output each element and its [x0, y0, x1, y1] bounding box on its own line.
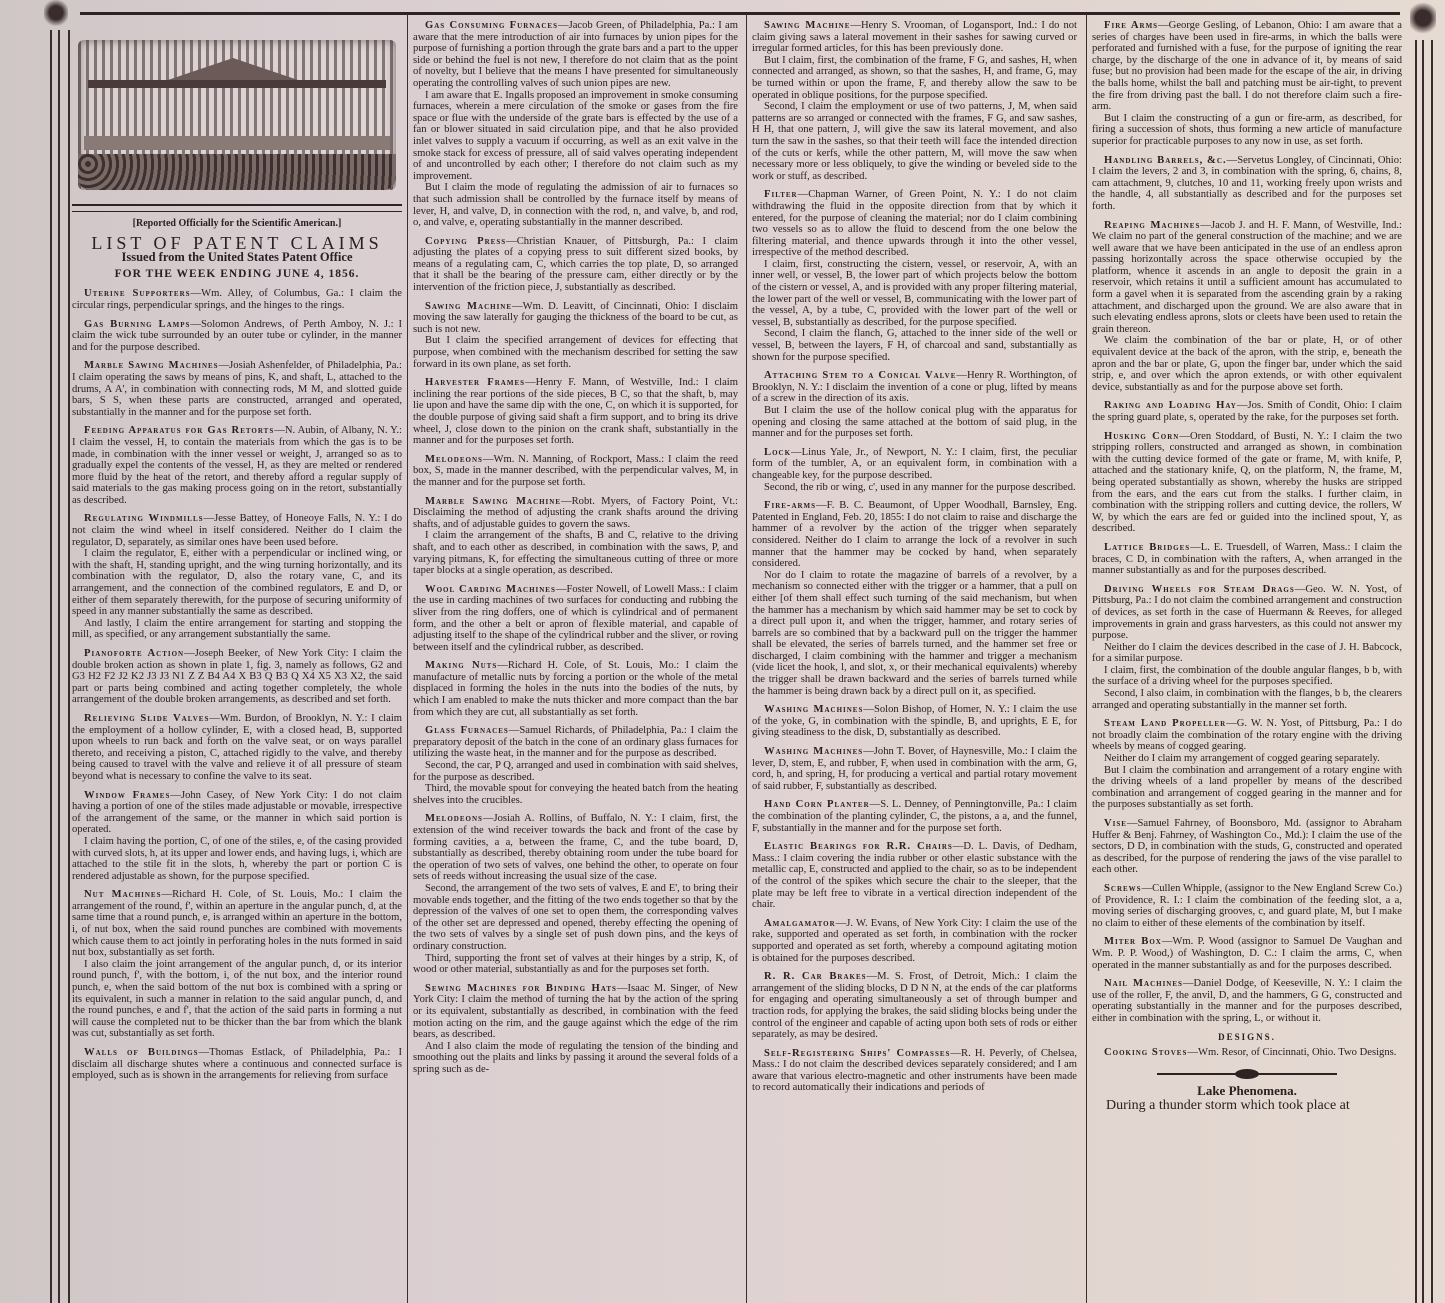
- claim-body: —J. W. Evans, of New York City: I claim the use of the rake, supported and operated as set forth, in combination with the rocker supported and operated as set forth, whereby a compound agitating motion is obtained for the purposes described.: [752, 917, 1077, 964]
- claim-body: —F. B. C. Beaumont, of Upper Woodhall, Barnsley, Eng. Patented in England, Feb. 20, 1855: I do not claim to raise and discharge the hammer of a revolver by the action of the trigger when separately considered. Neither do I claim to arrange the lock of a revolver in such manner that the hammer may be cocked by hand, when separately considered.: [752, 500, 1077, 570]
- corner-ornament-icon: [44, 0, 68, 32]
- claim-heading: Pianoforte Action: [84, 648, 185, 659]
- week-ending: FOR THE WEEK ENDING JUNE 4, 1856.: [114, 267, 360, 280]
- claim-entry: [1092, 542, 1402, 577]
- designs-heading: DESIGNS.: [1218, 1031, 1276, 1042]
- claim-body: —Wm. N. Manning, of Rockport, Mass.: I claim the reed box, S, made in the manner described, with the perpendicular valves, M, in the manner and for the purpose set forth.: [413, 453, 738, 488]
- top-rule: [80, 12, 1400, 15]
- claim-entry: [752, 841, 1077, 911]
- claim-heading: Uterine Supporters: [84, 288, 191, 300]
- claim-body: —Josiah A. Rollins, of Buffalo, N. Y.: I claim, first, the extension of the wind receiver towards the back and front of the case by forming cavities, a a, between the frame, C, and the tube board, D, substantially as described, thereby obtaining room under the tube board for the operation of two sets of valves, one behind the other, to operate on four sets of reeds without increasing the usual size of the case.: [413, 813, 738, 883]
- claim-body: —Linus Yale, Jr., of Newport, N. Y.: I claim, first, the peculiar form of the tumbler, A, or an equivalent form, in combination with a changeable key, for the purpose described.: [752, 446, 1077, 481]
- claim-paragraph: But I claim the mode of regulating the admission of air to furnaces so that such admission shall be controlled by the furnace itself by means of lever, H, and valve, D, in connection with the rod, n, and valve, b, and rod, o, and valve, e, operating substantially in the manner described.: [413, 182, 738, 229]
- claim-heading: Melodeons: [425, 453, 483, 465]
- claim-body: —George Gesling, of Lebanon, Ohio: I am aware that a series of charges have been used in fire-arms, in which the balls were perforated and furnished with a fuse, for the purpose of igniting the rear charge, by the discharge of the one in advance of it, by means of said fuse; but no provision had been made for the escape of the air, in driving the balls home, whilst the ball and patching must be air-tight, to prevent the fire from driving past the ball. I do not therefore claim such a fire-arm.: [1092, 20, 1402, 113]
- claim-heading: Driving Wheels for Steam Drags: [1104, 583, 1295, 595]
- claim-entry: [413, 983, 738, 1076]
- claim-paragraph: Second, I also claim, in combination with the flanges, b b, the clearers arranged and operating substantially in the manner set forth.: [1092, 688, 1402, 711]
- claim-heading: Lock: [764, 446, 792, 458]
- claim-entry: [1092, 155, 1402, 213]
- claim-entry: [752, 799, 1077, 834]
- claim-body: —John Casey, of New York City: I do not claim having a portion of one of the stiles made adjustable or movable, irrespective of the arrangement of the same, or the manner in which said portion is operated.: [72, 789, 402, 836]
- claim-entry: [413, 301, 738, 371]
- claim-paragraph: I claim, first, the combination of the double angular flanges, b b, with the surface of a driving wheel for the purposes specified.: [1092, 664, 1402, 688]
- claim-heading: Husking Corn: [1104, 430, 1180, 442]
- claim-body: —Henry F. Mann, of Westville, Ind.: I claim inclining the rear portions of the side pieces, B C, so that the shaft, b, may lie upon and have the same dip with the one, C, on which it is supported, for the double purpose of giving said shaft a firm support, and to bring its drive wheel, J, close down to the pinion on the crank shaft, substantially in the manner and for the purposes set forth.: [413, 377, 738, 447]
- claim-heading: Self-Registering Ships' Compasses: [764, 1047, 951, 1059]
- claim-body: —Isaac M. Singer, of New York City: I claim the method of turning the hat by the action of the spring or its equivalent, substantially as described, in combination with the feed motion acting on the rim, and the gauge against which the edge of the rim bears, as described.: [413, 982, 738, 1041]
- claim-entry: [1092, 883, 1402, 929]
- claim-body: —John T. Bover, of Haynesville, Mo.: I claim the lever, D, stem, E, and rubber, F, when used in combination with the arm, G, cord, h, and spring, H, for producing a vertical and partial rotary movement of said rubber, F, substantially as described.: [752, 746, 1077, 792]
- claims-list: [752, 20, 1077, 1094]
- claim-heading: Washing Machines: [764, 704, 864, 716]
- double-rule: [72, 204, 402, 212]
- claim-heading: Wool Carding Machines: [425, 583, 556, 595]
- claim-heading: Reaping Machines: [1104, 219, 1201, 231]
- claim-entry: [72, 513, 402, 641]
- claim-body: —Wm. D. Leavitt, of Cincinnati, Ohio: I disclaim moving the saw laterally for gauging the thickness of the board to be cut, as such is not new.: [413, 300, 738, 335]
- claim-paragraph: Second, the rib or wing, c', used in any manner for the purpose described.: [764, 481, 1076, 493]
- claim-heading: Gas Burning Lamps: [84, 318, 191, 330]
- claim-body: —Jesse Battey, of Honeoye Falls, N. Y.: I do not claim the wind wheel in itself considered. Neither do I claim the regulator, D, separately, as similar ones have been used before.: [72, 513, 402, 548]
- claim-entry: [1092, 818, 1402, 876]
- claim-heading: Raking and Loading Hay: [1104, 400, 1237, 412]
- claim-entry: [752, 1048, 1077, 1094]
- claim-heading: Nut Machines: [84, 889, 162, 901]
- claims-list: [413, 20, 738, 1075]
- claim-body: —Geo. W. N. Yost, of Pittsburg, Pa.: I do not claim the combined arrangement and construction of devices, as set forth in the case of Huermann & Reeves, for alleged improvements in grain and grass harvesters, as this could not answer my purpose.: [1092, 583, 1402, 642]
- claim-body: —L. E. Truesdell, of Warren, Mass.: I claim the braces, C D, in combination with the rafters, A, when arranged in the manner substantially as and for the purposes described.: [1092, 541, 1402, 577]
- claim-body: —Solon Bishop, of Homer, N. Y.: I claim the use of the yoke, G, in combination with the spindle, B, and uprights, E E, for giving steadiness to the disk, D, substantially as described.: [752, 704, 1077, 739]
- claim-paragraph: I also claim the joint arrangement of the angular punch, d, or its interior round punch, f', with the bottom, i, of the nut box, and the interior round punch, e, when the said bottom of the nut box is combined with a spring or its equivalent, in such a manner in relation to the said angular punch, d, and the round punches, e and f', that the action of the said parts in forming a nut will cause the completed nut to be thicker than the bar from which the blank was cut, substantially as set forth.: [72, 958, 402, 1040]
- column-4: [1092, 20, 1402, 1303]
- claim-entry: [72, 790, 402, 883]
- claim-body: —R. H. Peverly, of Chelsea, Mass.: I do not claim the described devices separately considered; and I am aware that various electro-magnetic and other instruments have been made to record automatically their indications and periods of: [752, 1047, 1077, 1094]
- claim-entry: [413, 377, 738, 447]
- claim-heading: Harvester Frames: [425, 377, 526, 389]
- claim-body: —Chapman Warner, of Green Point, N. Y.: I do not claim withdrawing the fluid in the opposite direction from that by which it entered, for the purpose of cleaning the material; nor do I claim combining two vessels so as to allow the fluid to descend from the one below the filtering material, and thence upwards through it into the other vessel, irrespective of the method described.: [752, 189, 1077, 259]
- claim-heading: Relieving Slide Valves: [84, 712, 210, 724]
- claim-entry: [1092, 400, 1402, 423]
- claim-entry: [72, 319, 402, 354]
- claim-entry: [752, 746, 1077, 792]
- claim-entry: [1092, 220, 1402, 394]
- claim-entry: [72, 425, 402, 506]
- claim-body: —Richard H. Cole, of St. Louis, Mo.: I claim the manufacture of metallic nuts by forcing a portion or the whole of the metal displaced in forming the holes in the nuts into the bodies of the nuts, by which I am enabled to make the nuts thicker and more compact than the bar from which they are cut, all substantially as set forth.: [413, 660, 738, 718]
- claim-heading: Miter Box: [1104, 936, 1162, 948]
- claim-heading: Regulating Windmills: [84, 513, 204, 525]
- claim-heading: Making Nuts: [425, 660, 498, 672]
- right-page-border: [1415, 40, 1433, 1303]
- claim-paragraph: Second, the car, P Q, arranged and used in combination with said shelves, for the purpose as described.: [413, 760, 738, 783]
- claim-heading: Handling Barrels, &c.: [1104, 154, 1227, 166]
- column-1: [72, 30, 402, 1303]
- claim-paragraph: But I claim the use of the hollow conical plug with the apparatus for opening and closing the same attached at the bottom of said plug, in the manner and for the purposes set forth.: [752, 405, 1077, 440]
- design-entry: [1092, 1047, 1402, 1059]
- claim-heading: Filter: [764, 189, 798, 201]
- claim-entry: [413, 496, 738, 577]
- claim-heading: Window Frames: [84, 789, 171, 801]
- claim-entry: [72, 288, 402, 311]
- claim-heading: Nail Machines: [1104, 978, 1183, 990]
- claim-entry: [72, 648, 402, 706]
- claim-body: —N. Aubin, of Albany, N. Y.: I claim the vessel, H, to contain the materials from which the gas is to be made, in combination with the inner vessel or weight, J, arranged so as to gradually expel the contents of the vessel, H, as they are melted or rendered more fluid by the heat of the retort, and thereby afford a regular supply of said materials to the gas making process going on in the retort, substantially as described.: [72, 425, 402, 506]
- claim-entry: [752, 447, 1077, 493]
- claim-heading: Gas Consuming Furnaces: [425, 20, 558, 31]
- claim-entry: [752, 20, 1077, 182]
- claim-body: —Wm. Resor, of Cincinnati, Ohio. Two Designs.: [1187, 1047, 1397, 1059]
- claim-paragraph: Neither do I claim my arrangement of cogged gearing separately.: [1104, 753, 1380, 765]
- claim-heading: Fire Arms: [1104, 20, 1159, 31]
- claim-paragraph: Nor do I claim to rotate the magazine of barrels of a revolver, by a mechanism so connected either with the trigger or a hammer, that a pull on either [of them shall effect such turning of the said mechanism, but when the hammer has a mechanism by which said hammer may be set to cock by a direct pull upon it, and when the trigger, hammer, and rotary series of barrels are so combined that by a backward pull on the trigger the hammer shall be elevated, the series of barrels turned, and the hammer set free or discharged, I claim combining with the hammer and trigger a mechanism (vide licet the hook, l, and slot, x, or their mechanical equivalents) whereby the trigger shall be drawn backward and the series of barrels turned while the hammer is being drawn back by a direct pull on it, as specified.: [752, 569, 1077, 697]
- claim-entry: [1092, 718, 1402, 811]
- claim-paragraph: We claim the combination of the bar or plate, H, or of other equivalent device at the back of the apron, with the strip, e, beneath the apron and the bar or plate, G, upon the finger bar, under which the said strip, e, and over which the apron extends, or with other equivalent device, substantially as and for the purpose above set forth.: [1092, 335, 1402, 393]
- claim-heading: Marble Sawing Machine: [425, 495, 562, 507]
- claim-heading: R. R. Car Brakes: [764, 971, 867, 983]
- claim-paragraph: But I claim the specified arrangement of devices for effecting that purpose, when combined with the mechanism described for setting the saw forward in its own plane, as set forth.: [413, 335, 738, 370]
- corner-ornament-icon: [1410, 0, 1436, 40]
- column-divider: [1086, 14, 1087, 1303]
- subtitle: Issued from the United States Patent Office: [121, 250, 353, 265]
- claim-body: —Samuel Fahrney, of Boonsboro, Md. (assignor to Abraham Huffer & Benj. Fahrney, of Washington Co., Md.): I claim the use of the sectors, D D, in combination with the studs, G, constructed and operated as described, for the purpose of rendering the jaws of the vise parallel to each other.: [1092, 818, 1402, 876]
- article-text: During a thunder storm which took place at: [1106, 1098, 1350, 1114]
- claim-heading: Glass Furnaces: [425, 725, 509, 737]
- claim-heading: Lattice Bridges: [1104, 541, 1191, 553]
- reported-note: [Reported Officially for the Scientific American.]: [132, 218, 342, 229]
- claim-body: —Samuel Richards, of Philadelphia, Pa.: I claim the preparatory deposit of the batch in the cone of an ordinary glass furnaces for utilizing the waste heat, in the manner and for the purpose as described.: [413, 725, 738, 760]
- claim-body: —Henry R. Worthington, of Brooklyn, N. Y.: I disclaim the invention of a cone or plug, lifted by means of a screw in the direction of its axis.: [752, 370, 1077, 405]
- building-grounds: [78, 154, 396, 190]
- claim-body: —Oren Stoddard, of Busti, N. Y.: I claim the two stripping rollers, constructed and arranged as shown, in combination with the cutting device formed of the gate or frame, M, with knife, P, attached and the stationary knife, Q, on the platform, N, the frame, M, being operated substantially as shown, whereby the husks are stripped from the ears, and the ears cut from the stalks. I further claim, in combination with the stripping rollers and cutting device, the rollers, W W, by which the ears are fed or guided into the inclined spout, Y, as described.: [1092, 430, 1402, 535]
- claim-heading: Fire-arms: [764, 500, 817, 512]
- claim-heading: Sawing Machine: [425, 300, 513, 312]
- claim-entry: [752, 189, 1077, 363]
- claim-entry: [752, 918, 1077, 964]
- claim-heading: Steam Land Propeller: [1104, 718, 1227, 730]
- claim-body: —Joseph Beeker, of New York City: I claim the double broken action as shown in plate 1, fig. 3, namely as follows, G2 and G3 H2 F2 J2 K2 J3 J3 N1 Z Z B4 A4 X B3 Q B3 Q X4 X5 X3 X2, the said part or parts being combined and acting together completely, the whole arrangement of the double broken arrangements, as described and set forth.: [72, 648, 402, 706]
- claim-heading: Amalgamator: [764, 917, 836, 929]
- claim-heading: Vise: [1104, 818, 1127, 829]
- claim-heading: Elastic Bearings for R.R. Chairs: [764, 841, 953, 853]
- claim-body: —Thomas Estlack, of Philadelphia, Pa.: I disclaim all discharge shutes where a continuous and connected surface is employed, such as is shown in the arrangements for relieving from surface: [72, 1047, 402, 1082]
- building-pediment: [168, 58, 298, 80]
- claim-entry: [413, 813, 738, 975]
- claim-entry: [72, 713, 402, 783]
- claim-entry: [752, 370, 1077, 440]
- claim-entry: [72, 889, 402, 1040]
- claim-paragraph: And lastly, I claim the entire arrangement for starting and stopping the mill, as specified, or any arrangement substantially the same.: [72, 617, 402, 641]
- claim-paragraph: Third, the movable spout for conveying the heated batch from the heating shelves into the crucibles.: [413, 783, 738, 806]
- claim-heading: Attaching Stem to a Conical Valve: [764, 370, 957, 382]
- claim-body: —Henry S. Vrooman, of Logansport, Ind.: I do not claim giving saws a lateral movement in their sashes for sawing curved or irregular formed articles, for this has been previously done.: [752, 20, 1077, 55]
- building-base: [84, 136, 390, 150]
- building-roofline: [88, 80, 386, 88]
- claim-body: —D. L. Davis, of Dedham, Mass.: I claim covering the india rubber or other elastic substance with the metallic cap, E, constructed and applied to the chair, so as to be independent of the control of the spikes which secure the chair to the sleeper, that the plate may be left free to vibrate in a vertical direction independent of the chair.: [752, 841, 1077, 911]
- claim-paragraph: Third, supporting the front set of valves at their hinges by a strip, K, of wood or other material, substantially as and for the purposes set forth.: [413, 952, 738, 976]
- claim-paragraph: Second, I claim the employment or use of two patterns, J, M, when said patterns are so arranged or connected with the frames, F G, and saw sashes, H H, that one pattern, J, will give the saw its lateral movement, and also turn the saw in the sashes, so that their teeth will face the intended direction of the cuts or kerfs, while the other pattern, M, will move the saw when necessary more or less obliquely, to give the winding or beveled side to the work or stuff, as described.: [752, 101, 1077, 182]
- claim-paragraph: I claim, first, constructing the cistern, vessel, or reservoir, A, with an inner well, or vessel, B, the lower part of which projects below the bottom of the cistern or vessel, A, and is provided with any proper filtering material, the lower part of the well or vessel, B, communicating with the lower part of the vessel, A, by a tube, C, provided with the lower part of the well or vessel, B, substantially as described, for the purpose specified.: [752, 258, 1077, 328]
- claim-entry: [1092, 978, 1402, 1024]
- claim-body: —Cullen Whipple, (assignor to the New England Screw Co.) of Providence, R. I.: I claim the combination of the feeding slot, a a, moving series of discharging grooves, c, and guard plate, M, but I make no claim to either of these elements of the combination by itself.: [1092, 882, 1402, 929]
- claim-paragraph: I claim having the portion, C, of one of the stiles, e, of the casing provided with curved slots, h, at its upper and lower ends, and having lugs, i, which are attached to the stile fit in the slots, h, whereby the part or portion C is rendered adjustable as shown, for the purpose specified.: [72, 835, 402, 882]
- claim-paragraph: I am aware that E. Ingalls proposed an improvement in smoke consuming furnaces, wherein a mere circulation of the smoke or gases from the fire space or flue with the underside of the grate bars is effected by the use of a fan or blower situated in said circulation pipe, and that he also provided inlet valves to supply a vacuum if occurring, as well as an exit valve in the smoke stack for excess of pressure, all of said valves operating independent of and uncontrolled by each other; I therefore do not claim such as my improvement.: [413, 89, 738, 182]
- claims-list: [1092, 20, 1402, 1025]
- column-divider: [746, 14, 747, 1303]
- claim-entry: [1092, 936, 1402, 971]
- column-3: [752, 20, 1077, 1303]
- claim-entry: [1092, 584, 1402, 712]
- claim-paragraph: Second, the arrangement of the two sets of valves, E and E', to bring their movable ends together, and the fitting of the two ends together so that by the depression of the valves of one set to open them, the corresponding valves of the other set are depressed and opened, thereby effecting the opening of the two sets of valves by a single set of push down pins, and the keys of ordinary construction.: [413, 882, 738, 952]
- claim-body: —Robt. Myers, of Factory Point, Vt.: Disclaiming the method of adjusting the crank shafts around the driving shafts, and of adjustable guides to govern the saws.: [413, 495, 738, 530]
- claim-entry: [752, 971, 1077, 1041]
- claim-heading: Cooking Stoves: [1104, 1047, 1188, 1059]
- claim-heading: Melodeons: [425, 813, 483, 825]
- claim-entry: [752, 500, 1077, 697]
- claim-body: —Wm. Alley, of Columbus, Ga.: I claim the circular rings, perpendicular springs, and the hinges to the rings.: [72, 288, 402, 311]
- claim-entry: [1092, 20, 1402, 148]
- claim-heading: Sewing Machines for Binding Hats: [425, 982, 617, 994]
- claim-body: —Daniel Dodge, of Keeseville, N. Y.: I claim the use of the roller, F, the anvil, D, and the hammers, G G, constructed and operating substantially in the manner and for the purposes described, either in combination with the spring, L, or without it.: [1092, 978, 1402, 1024]
- claim-entry: [72, 360, 402, 418]
- claim-paragraph: Second, I claim the flanch, G, attached to the inner side of the well or vessel, B, between the layers, F H, of charcoal and sand, substantially as shown for the purpose specified.: [752, 328, 1077, 363]
- claim-paragraph: But I claim the combination and arrangement of a rotary engine with the driving wheels of a land propeller by means of the described combination and arrangement of cogged gearing in the manner and for the purposes substantially as set forth.: [1092, 764, 1402, 811]
- claim-paragraph: Neither do I claim the devices described in the case of J. H. Babcock, for a similar purpose.: [1092, 641, 1402, 665]
- flourish-divider: [1157, 1073, 1337, 1075]
- claim-heading: Sawing Machine: [764, 20, 851, 31]
- claim-heading: Washing Machines: [764, 746, 864, 758]
- claim-entry: [413, 725, 738, 806]
- claim-paragraph: I claim the arrangement of the shafts, B and C, relative to the driving shaft, and to each other as described, in combination with the saws, P, and varying pitmans, K, for effecting the simultaneous cutting of three or more taper blocks at a single operation, as described.: [413, 530, 738, 577]
- claim-body: —Christian Knauer, of Pittsburgh, Pa.: I claim adjusting the plates of a copying press to suit different sized books, by means of a regulating cam, C, which carries the top plate, D, so arranged that it shall be the bearing of the pressure cam, either directly or by the intervention of the friction piece, J, substantially as described.: [413, 235, 738, 294]
- claim-heading: Marble Sawing Machines: [84, 360, 219, 372]
- claim-paragraph: But I claim the constructing of a gun or fire-arm, as described, for firing a succession of shots, thus forming a new article of manufacture superior for practicable purposes to any now in use, as set forth.: [1092, 112, 1402, 147]
- claim-entry: [1092, 431, 1402, 535]
- claim-body: —G. W. N. Yost, of Pittsburg, Pa.: I do not broadly claim the combination of the rotary engine with the driving wheels by means of cogged gearing.: [1092, 718, 1402, 753]
- claim-entry: [413, 236, 738, 294]
- left-page-border: [50, 30, 70, 1303]
- claim-body: —Wm. P. Wood (assignor to Samuel De Vaughan and Wm. P. P. Wood,) of Washington, D. C.: I claim the arms, C, when operated in the manner substantially as and for the purposes described.: [1092, 936, 1402, 971]
- claim-paragraph: I claim the regulator, E, either with a perpendicular or inclined wing, or with the shaft, H, standing upright, and the wing turning horizontally, and its combination with the regulator, D, also the rotary vane, C, and its arrangement, and the connection of the combined regulators, E and D, or either of them separately therewith, for the purpose of securing uniformity of speed in any manner substantially the same as described.: [72, 548, 402, 618]
- claim-entry: [413, 584, 738, 654]
- claim-heading: Copying Press: [425, 235, 507, 247]
- claim-entry: [413, 660, 738, 718]
- claim-entry: [413, 20, 738, 229]
- claim-body: —S. L. Denney, of Penningtonville, Pa.: I claim the combination of the planting cylinder, C, the pistons, a a, and the funnel, F, substantially in the manner and for the purpose set forth.: [752, 799, 1077, 834]
- claim-body: —Jos. Smith of Condit, Ohio: I claim the spring guard plate, s, operated by the rake, for the purposes set forth.: [1092, 400, 1402, 423]
- claim-heading: Walls of Buildings: [84, 1047, 199, 1058]
- claim-entry: [413, 454, 738, 489]
- claim-body: —Foster Nowell, of Lowell Mass.: I claim the use in carding machines of two surfaces for conducting and rubbing the sliver from the ring doffers, one of which is cylindrical and of permanent form, and the other a belt or apron of flexible material, and capable of adjusting itself to the shape of the cylindrical rubber and the sliver, or roving between itself and the cylindrical rubber, as described.: [413, 583, 738, 653]
- claim-body: —Jacob Green, of Philadelphia, Pa.: I am aware that the mere introduction of air into furnaces by union pipes for the purpose of furnishing a portion through the grate bars and a part to the upper side or behind the fuel is not new, I therefore do not claim that as the point of novelty, but I believe that the means I have presented for simultaneously operating the controlling valves of such union pipes are new.: [413, 20, 738, 89]
- page-title: LIST OF PATENT CLAIMS: [91, 232, 383, 253]
- claim-body: —Wm. Burdon, of Brooklyn, N. Y.: I claim the employment of a hollow cylinder, E, with a closed head, B, supported upon wheels to run back and forth on the valve seat, or on ways parallel thereto, and receiving a piston, C, attached rigidly to the valve, and thereby being caused to travel with the valve and relieve it of all pressure of steam beyond what is necessary to confine the valve to its seat.: [72, 712, 402, 782]
- claim-paragraph: And I also claim the mode of regulating the tension of the binding and smoothing out the plaits and links by passing it around the several folds of a spring such as de-: [413, 1040, 738, 1075]
- claim-body: —M. S. Frost, of Detroit, Mich.: I claim the arrangement of the sliding blocks, D D N N, at the ends of the car platforms for engaging and operating simultaneously a set of through bumper and traction rods, for applying the brakes, the said sliding blocks being under the control of the engineer and capable of acting upon both sets of rods or either separately, as may be desired.: [752, 971, 1077, 1041]
- claim-body: —Solomon Andrews, of Perth Amboy, N. J.: I claim the wick tube surrounded by an outer tube or cylinder, in the manner and for the purpose described.: [72, 318, 402, 353]
- claim-entry: [752, 704, 1077, 739]
- claim-body: —Richard H. Cole, of St. Louis, Mo.: I claim the arrangement of the round, f', within an aperture in the angular punch, d, at the same time that a round punch, e, is arranged within an aperture in the bottom, i, of nut box, when the said round punches are combined with movements which cause them to act jointly in perforating holes in the nuts formed in said nut box, substantially as set forth.: [72, 889, 402, 959]
- article-title: Lake Phenomena.: [1197, 1082, 1297, 1098]
- claim-paragraph: But I claim, first, the combination of the frame, F G, and sashes, H, when connected and arranged, as shown, so that the sashes, H, and frame, G, may be turned within or upon the frame, F, and thereby allow the saw to be operated in oblique positions, for the purpose specified.: [752, 54, 1077, 101]
- claim-entry: [72, 1047, 402, 1082]
- claim-heading: Feeding Apparatus for Gas Retorts: [84, 425, 275, 437]
- claims-list: [72, 288, 402, 1081]
- claim-heading: Hand Corn Planter: [764, 799, 870, 811]
- claim-body: —Jacob J. and H. F. Mann, of Westville, Ind.: We claim no part of the general construction of the machine; and we are well aware that we have been anticipated in the use of an endless apron passing horizontally across the space otherwise occupied by the platform, whence it ascends in an angle to deposit the grain in a reservoir, which retains it until a sufficient amount has accumulated to form a gavel when it is separated from the ascending grain by a raking attachment, and discharged upon the ground. We are also aware that in such elevating endless aprons, slots or cleets have been used to retain the grain thereon.: [1092, 219, 1402, 335]
- claim-heading: Screws: [1104, 882, 1142, 894]
- claim-body: —Josiah Ashenfelder, of Philadelphia, Pa.: I claim operating the saws by means of pins, K, and shaft, L, attached to the drums, A A', in combination with connecting rods, M M, and slotted guide bars, S S, when these parts are constructed, arranged and operated, substantially in the manner and for the purpose set forth.: [72, 360, 402, 418]
- column-divider: [407, 14, 408, 1303]
- patent-office-engraving: [78, 40, 396, 190]
- column-2: [413, 20, 738, 1303]
- claim-body: —Servetus Longley, of Cincinnati, Ohio: I claim the levers, 2 and 3, in combination with the spring, 6, chains, 8, cam attachment, 9, clutches, 10 and 11, working freely upon wrists and the handle, 4, all substantially as described and for the purposes set forth.: [1092, 154, 1402, 212]
